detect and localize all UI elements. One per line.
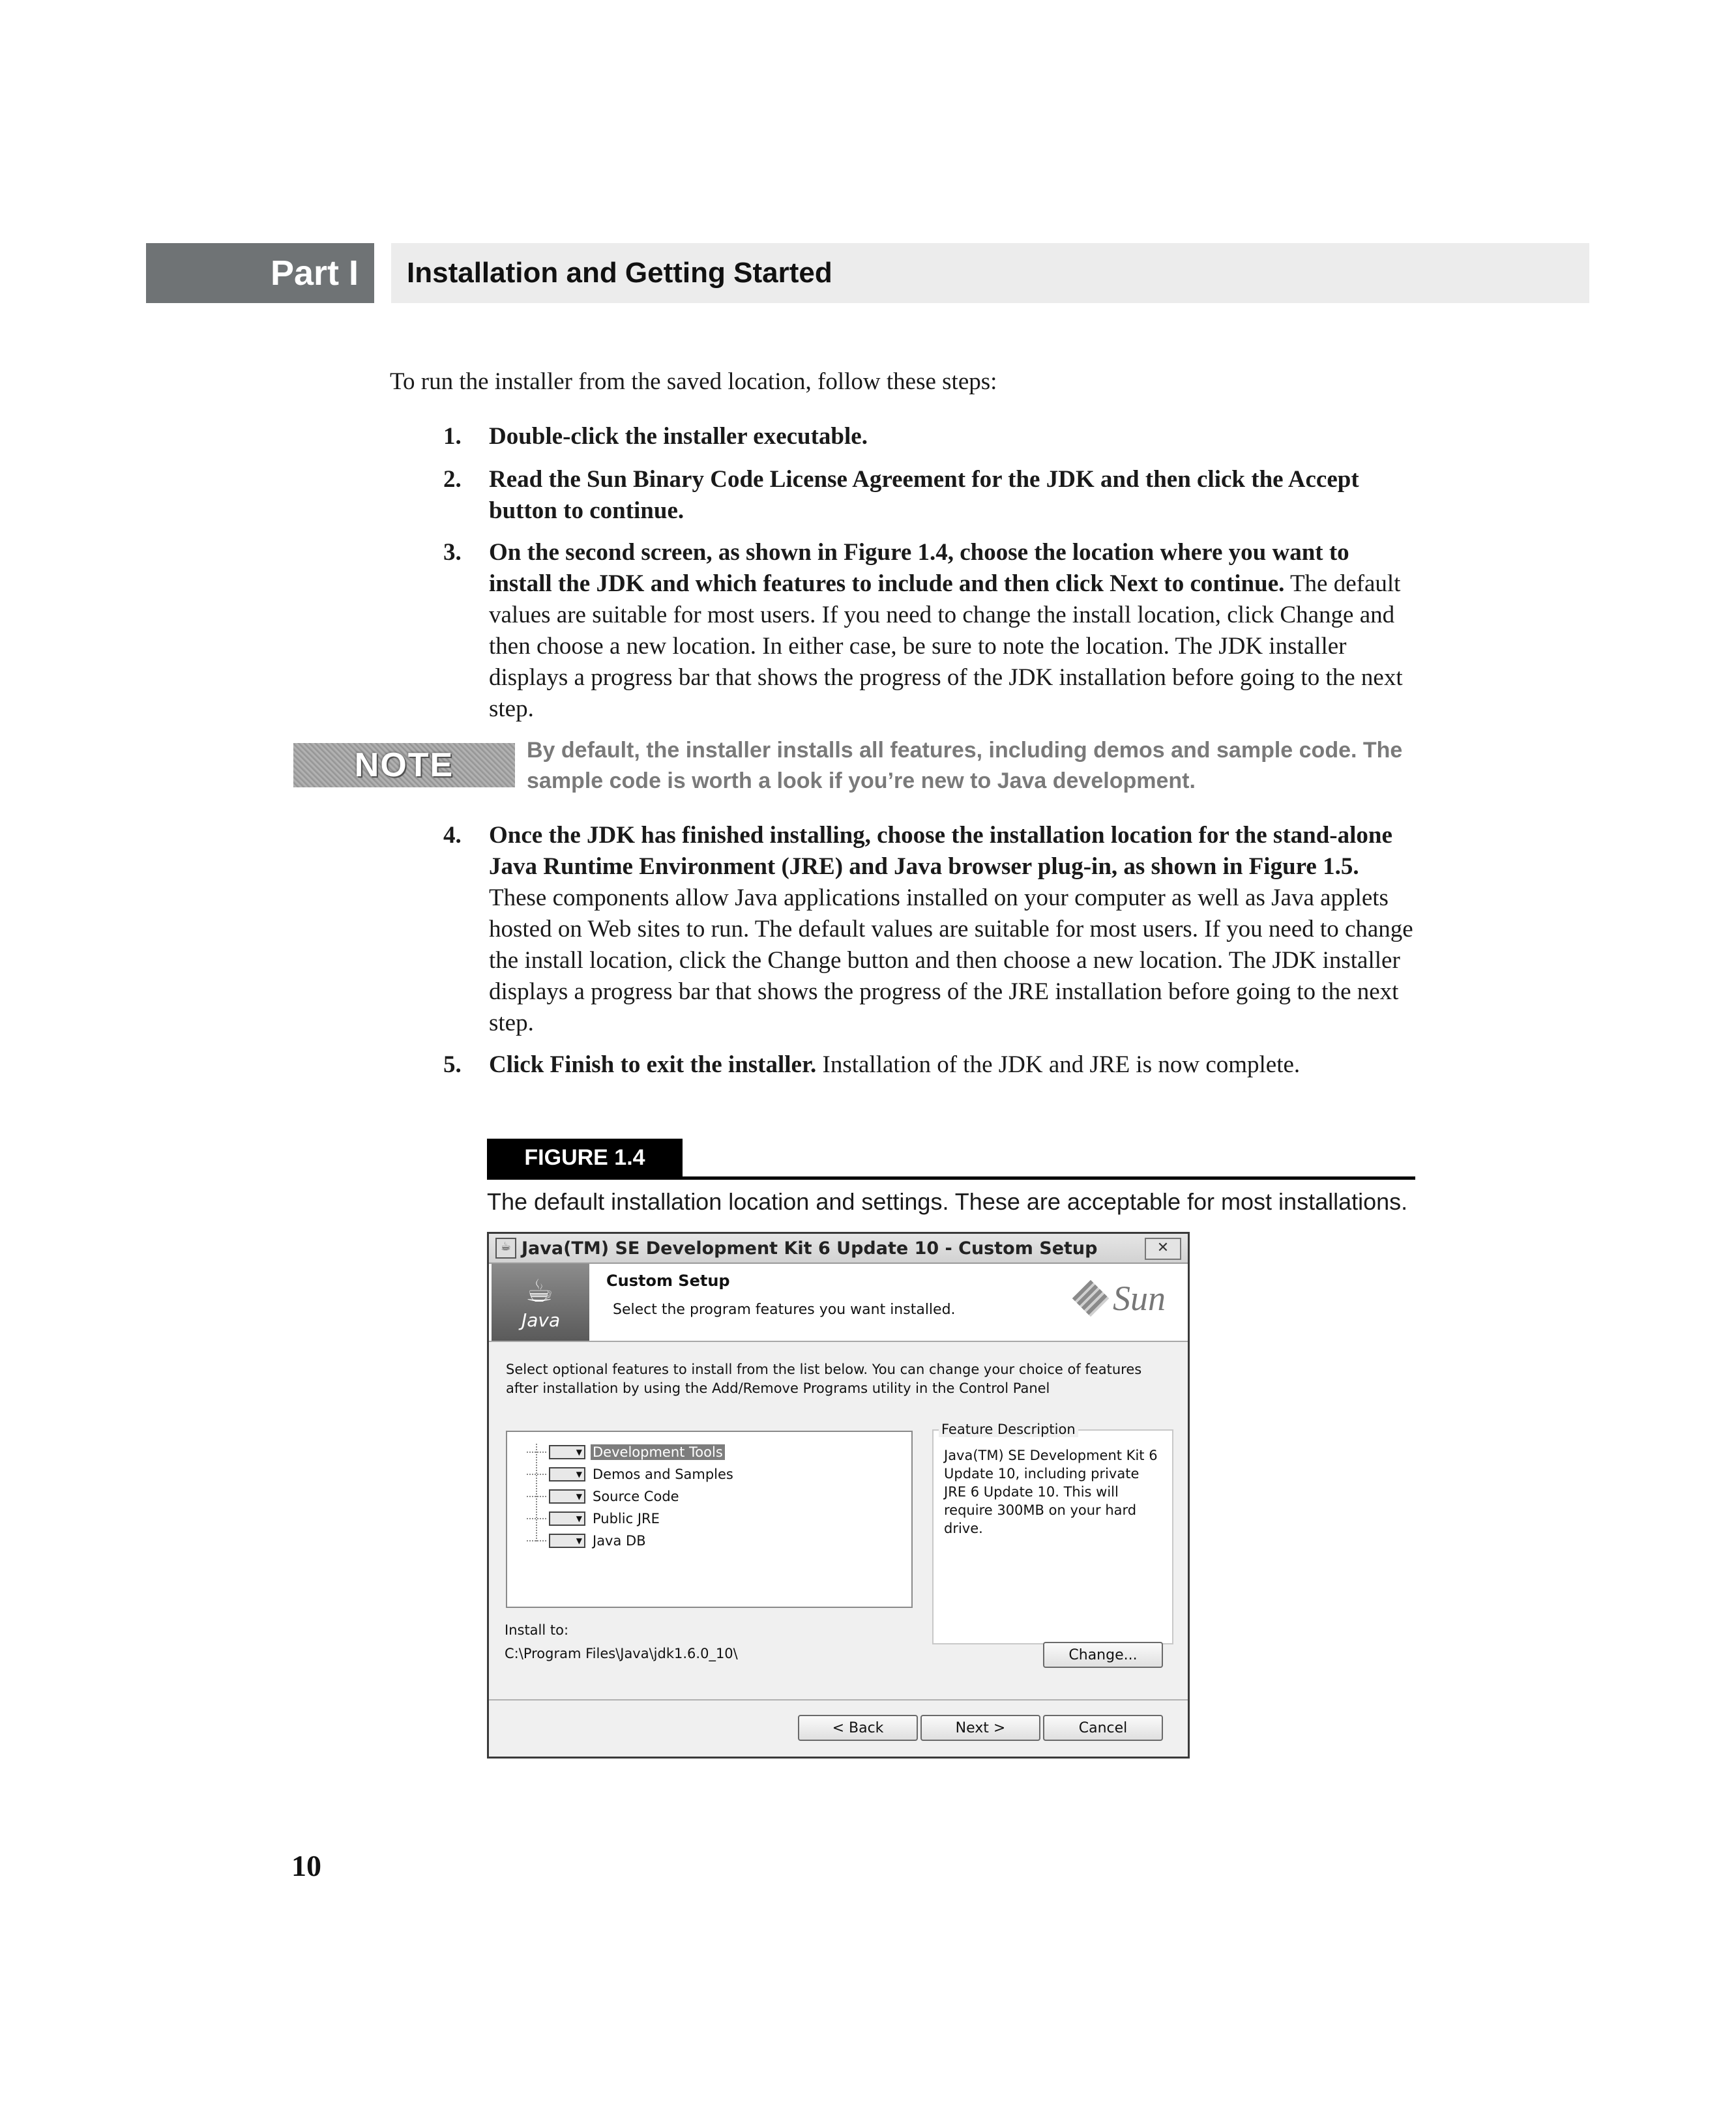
feature-item-development-tools[interactable] — [527, 1441, 725, 1463]
figure-rule — [487, 1176, 1415, 1180]
step-1 — [443, 421, 1415, 452]
feature-item-public-jre[interactable] — [527, 1508, 662, 1530]
banner-subheading: Select the program features you want installed. — [613, 1302, 956, 1318]
step-number: 1. — [443, 423, 462, 450]
part-label: Part I — [146, 243, 374, 303]
java-logo — [492, 1264, 589, 1341]
note-text: By default, the installer installs all features, including demos and sample code. The sample code is worth a look if you’re new to Java development. — [527, 738, 1403, 793]
feature-dropdown-icon[interactable]: ▼ — [549, 1445, 585, 1459]
intro-paragraph: To run the installer from the saved location, follow these steps: — [390, 368, 997, 395]
banner-heading: Custom Setup — [606, 1272, 730, 1290]
feature-item-demos-samples[interactable] — [527, 1463, 735, 1485]
feature-dropdown-icon[interactable]: ▼ — [549, 1511, 585, 1526]
install-path: C:\Program Files\Java\jdk1.6.0_10\ — [505, 1646, 738, 1661]
sun-logo — [1078, 1278, 1166, 1319]
step-number: 5. — [443, 1051, 462, 1078]
feature-description-box — [932, 1429, 1173, 1644]
feature-label: Development Tools — [591, 1444, 725, 1460]
step-detail: Installation of the JDK and JRE is now complete. — [816, 1051, 1301, 1078]
dialog-separator — [489, 1699, 1188, 1701]
dialog-title: Java(TM) SE Development Kit 6 Update 10 - Custom Setup — [522, 1238, 1098, 1259]
step-3 — [443, 537, 1415, 725]
sun-diamond-icon — [1072, 1280, 1110, 1317]
feature-label: Java DB — [593, 1533, 646, 1549]
feature-dropdown-icon[interactable]: ▼ — [549, 1489, 585, 1504]
feature-label: Demos and Samples — [593, 1467, 733, 1482]
dialog-description: Select optional features to install from the list below. You can change your choice of features after installation by using the Add/Remove Programs utility in the Control Panel — [506, 1362, 1142, 1396]
feature-label: Public JRE — [593, 1511, 660, 1526]
step-number: 2. — [443, 466, 462, 493]
step-instruction: Once the JDK has finished installing, choose the installation location for the stand-alone Java Runtime Environment (JRE) and Java browser plug-in, as shown in Figure 1.5. — [489, 822, 1392, 880]
next-button[interactable]: Next > — [920, 1715, 1040, 1741]
feature-description-legend: Feature Description — [939, 1422, 1078, 1437]
dialog-title-bar — [489, 1234, 1188, 1264]
java-app-icon: ☕ — [495, 1238, 516, 1259]
step-4 — [443, 820, 1415, 1039]
coffee-cup-icon: ☕ — [525, 1273, 554, 1309]
java-logo-text: Java — [522, 1309, 561, 1331]
note-badge: NOTE — [293, 743, 515, 787]
step-5 — [443, 1049, 1415, 1081]
dialog-banner — [489, 1264, 1188, 1342]
chapter-title: Installation and Getting Started — [391, 243, 1589, 303]
cancel-button[interactable]: Cancel — [1043, 1715, 1163, 1741]
page-number: 10 — [291, 1849, 321, 1882]
back-button[interactable]: < Back — [798, 1715, 918, 1741]
step-detail: These components allow Java applications installed on your computer as well as Java applets hosted on Web sites to run. The default values are suitable for most users. If you need to change the install location, click the Change button and then choose a new location. The JDK installer displays a progress bar that shows the progress of the JRE installation before going to the next step. — [489, 884, 1413, 1036]
change-button[interactable]: Change... — [1043, 1642, 1163, 1668]
figure-caption: The default installation location and settings. These are acceptable for most installations. — [487, 1188, 1408, 1215]
step-number: 3. — [443, 539, 462, 566]
feature-item-java-db[interactable] — [527, 1530, 648, 1552]
figure-label: FIGURE 1.4 — [487, 1139, 683, 1176]
feature-tree[interactable] — [506, 1431, 913, 1608]
close-icon[interactable]: ✕ — [1145, 1238, 1181, 1260]
feature-label: Source Code — [593, 1489, 679, 1504]
feature-dropdown-icon[interactable]: ▼ — [549, 1534, 585, 1548]
sun-logo-text: Sun — [1113, 1279, 1166, 1318]
feature-description-text: Java(TM) SE Development Kit 6 Update 10, including private JRE 6 Update 10. This will require 300MB on your hard drive. — [944, 1448, 1158, 1536]
step-instruction: Read the Sun Binary Code License Agreement for the JDK and then click the Accept button to continue. — [489, 466, 1359, 524]
step-instruction: Double-click the installer executable. — [489, 423, 868, 450]
step-2 — [443, 464, 1415, 527]
step-instruction: On the second screen, as shown in Figure 1.4, choose the location where you want to install the JDK and which features to include and then click Next to continue. — [489, 539, 1349, 597]
installer-dialog — [487, 1232, 1190, 1759]
step-detail: The default values are suitable for most users. If you need to change the install location, click Change and then choose a new location. In either case, be sure to note the location. The JDK installer displays a progress bar that shows the progress of the JDK installation before going to the next step. — [489, 570, 1403, 722]
step-number: 4. — [443, 822, 462, 849]
feature-item-source-code[interactable] — [527, 1485, 681, 1508]
feature-dropdown-icon[interactable]: ▼ — [549, 1467, 585, 1482]
install-to-label: Install to: — [505, 1622, 569, 1638]
step-instruction: Click Finish to exit the installer. — [489, 1051, 817, 1078]
